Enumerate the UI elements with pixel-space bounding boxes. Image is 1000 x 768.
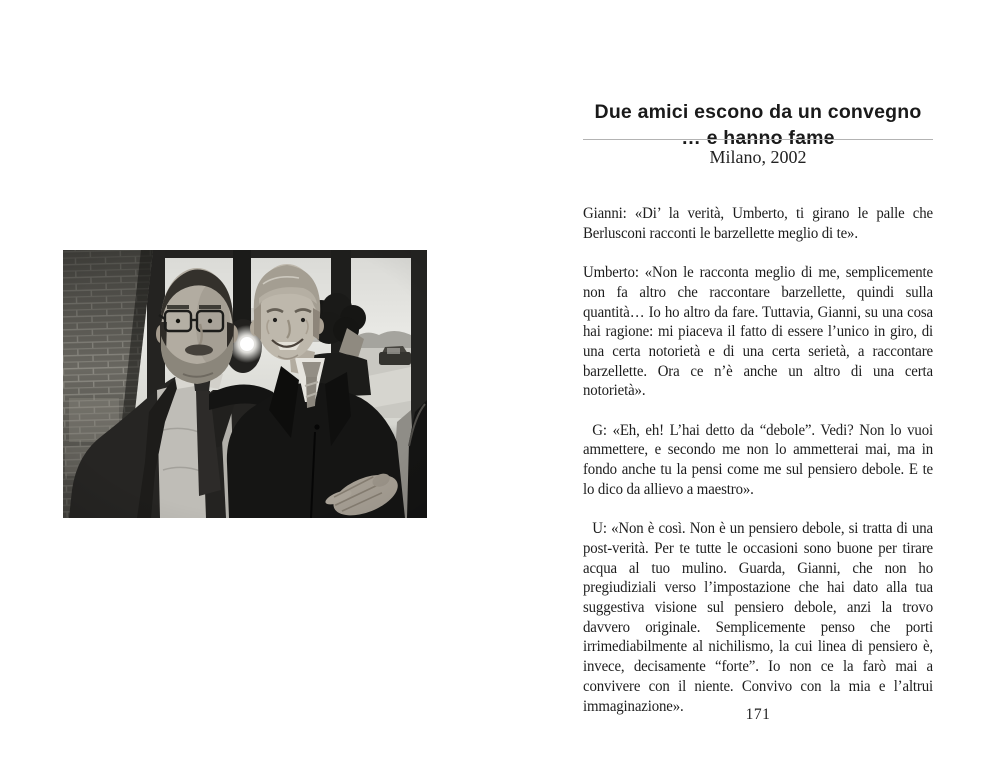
chapter-title-line2: … e hanno fame — [681, 127, 835, 150]
title-rule — [583, 139, 933, 140]
photo-illustration — [63, 250, 427, 518]
chapter-title — [583, 99, 933, 151]
photo-vignette — [63, 250, 427, 518]
page-number: 171 — [745, 706, 771, 723]
chapter-title-line1: Due amici escono da un convegno — [594, 101, 922, 124]
body-paragraph: U: «Non è così. Non è un pensiero debole, si tratta di una post-verità. Per te tutte le occasioni sono buone per tirare acqua al tuo mulino. Guarda, Gianni, che non ho pregiudiziali verso l’impostazione che hai dato alla tua suggestiva visione sul pensiero debole, anzi la trovo davvero originale. Semplicemente penso che porti irrimediabilmente al nichilismo, la cui linea di pensiero è, invece, decisamente “forte”. Io non ce la farò mai a convivere con il niente. Convivo con la mia e l’altrui immaginazione». — [583, 520, 934, 715]
body-paragraph: G: «Eh, eh! L’hai detto da “debole”. Vedi? Non lo vuoi ammettere, e secondo me non lo ammetterai mai, ma in fondo anche tu la pensi come me sul pensiero debole. E te lo dico da allievo a maestro». — [583, 421, 934, 498]
body-paragraph: Gianni: «Di’ la verità, Umberto, ti girano le palle che Berlusconi racconti le barzellette meglio di te». — [583, 205, 934, 242]
body-paragraph: Umberto: «Non le racconta meglio di me, semplicemente non fa altro che raccontare barzellette, quindi sulla quantità… Io ho altro da fare. Tuttavia, Gianni, su una cosa hai ragione: mi piaceva il fatto di essere l’unico in giro, di una certa notorietà e di una certa serietà, a raccontare barzellette. Ora ce n’è anche un altro di una certa notorietà». — [583, 264, 934, 400]
photograph — [63, 250, 427, 518]
chapter-subtitle: Milano, 2002 — [709, 147, 807, 167]
body-text-column — [583, 204, 933, 736]
